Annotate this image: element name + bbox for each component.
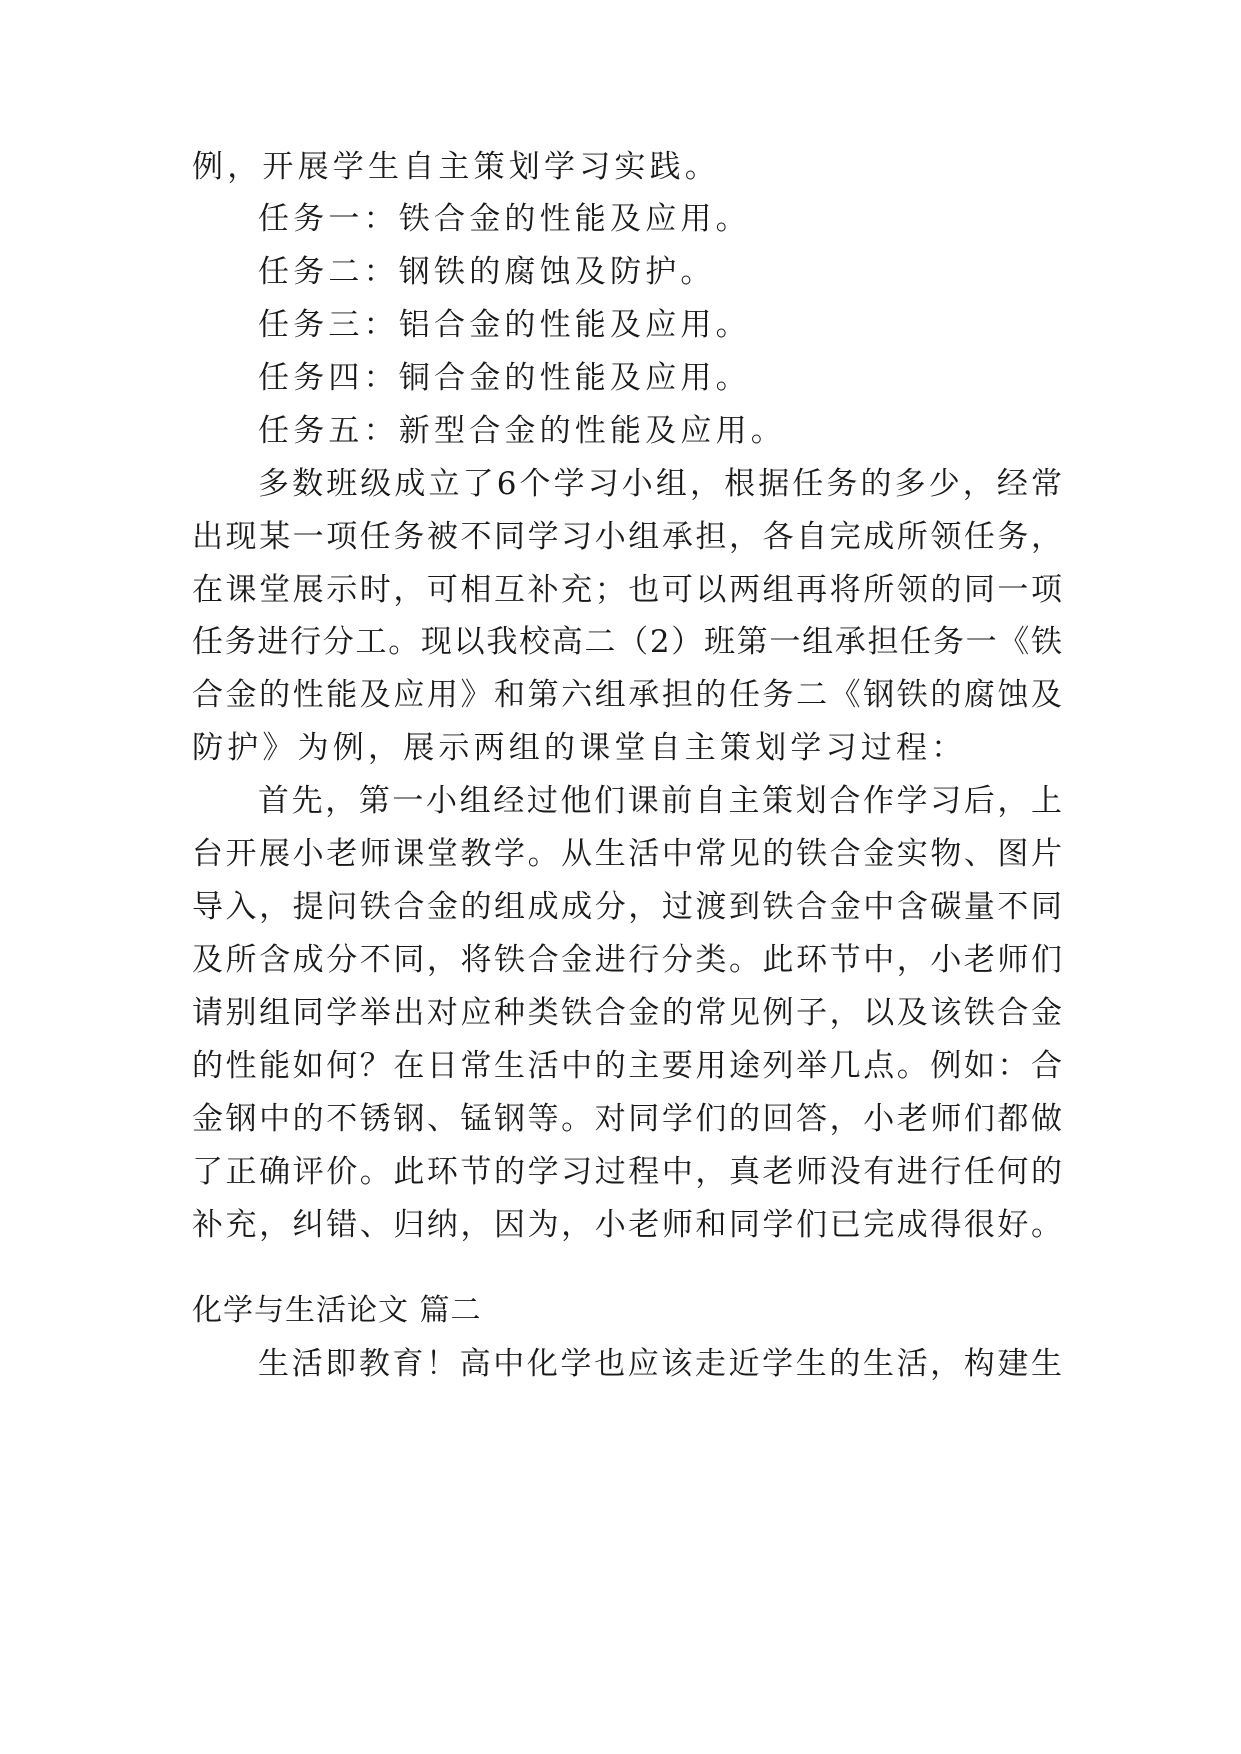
- task-line: 任务五：新型合金的性能及应用。: [258, 413, 786, 449]
- paragraph-line: 补充，纠错、归纳，因为，小老师和同学们已完成得很好。: [192, 1207, 1062, 1243]
- paragraph-line: 任务进行分工。现以我校高二（2）班第一组承担任务一《铁: [192, 624, 1062, 660]
- paragraph-line: 出现某一项任务被不同学习小组承担，各自完成所领任务，: [192, 519, 1062, 555]
- paragraph-line: 台开展小老师课堂教学。从生活中常见的铁合金实物、图片: [192, 836, 1062, 872]
- paragraph-line: 在课堂展示时，可相互补充；也可以两组再将所领的同一项: [192, 572, 1062, 608]
- paragraph-line: 多数班级成立了6个学习小组，根据任务的多少，经常: [258, 466, 1062, 502]
- paragraph-line: 首先，第一小组经过他们课前自主策划合作学习后，上: [258, 783, 1062, 819]
- paragraph-line: 导入，提问铁合金的组成成分，过渡到铁合金中含碳量不同: [192, 889, 1062, 925]
- task-line: 任务四：铜合金的性能及应用。: [258, 360, 751, 396]
- task-line: 任务一：铁合金的性能及应用。: [258, 201, 751, 237]
- paragraph-line: 生活即教育！高中化学也应该走近学生的生活，构建生: [258, 1346, 1062, 1382]
- task-line: 任务二：钢铁的腐蚀及防护。: [258, 254, 716, 290]
- paragraph-line: 了正确评价。此环节的学习过程中，真老师没有进行任何的: [192, 1154, 1062, 1190]
- paragraph-line: 的性能如何？在日常生活中的主要用途列举几点。例如：合: [192, 1048, 1062, 1084]
- paragraph-line: 及所含成分不同，将铁合金进行分类。此环节中，小老师们: [192, 942, 1062, 978]
- paragraph-line: 防护》为例，展示两组的课堂自主策划学习过程：: [192, 730, 967, 766]
- text-line: 例，开展学生自主策划学习实践。: [192, 149, 720, 185]
- section-heading: 化学与生活论文 篇二: [192, 1293, 482, 1328]
- paragraph-line: 请别组同学举出对应种类铁合金的常见例子，以及该铁合金: [192, 995, 1062, 1031]
- paragraph-line: 合金的性能及应用》和第六组承担的任务二《钢铁的腐蚀及: [192, 677, 1062, 713]
- task-line: 任务三：铝合金的性能及应用。: [258, 307, 751, 343]
- paragraph-line: 金钢中的不锈钢、锰钢等。对同学们的回答，小老师们都做: [192, 1101, 1062, 1137]
